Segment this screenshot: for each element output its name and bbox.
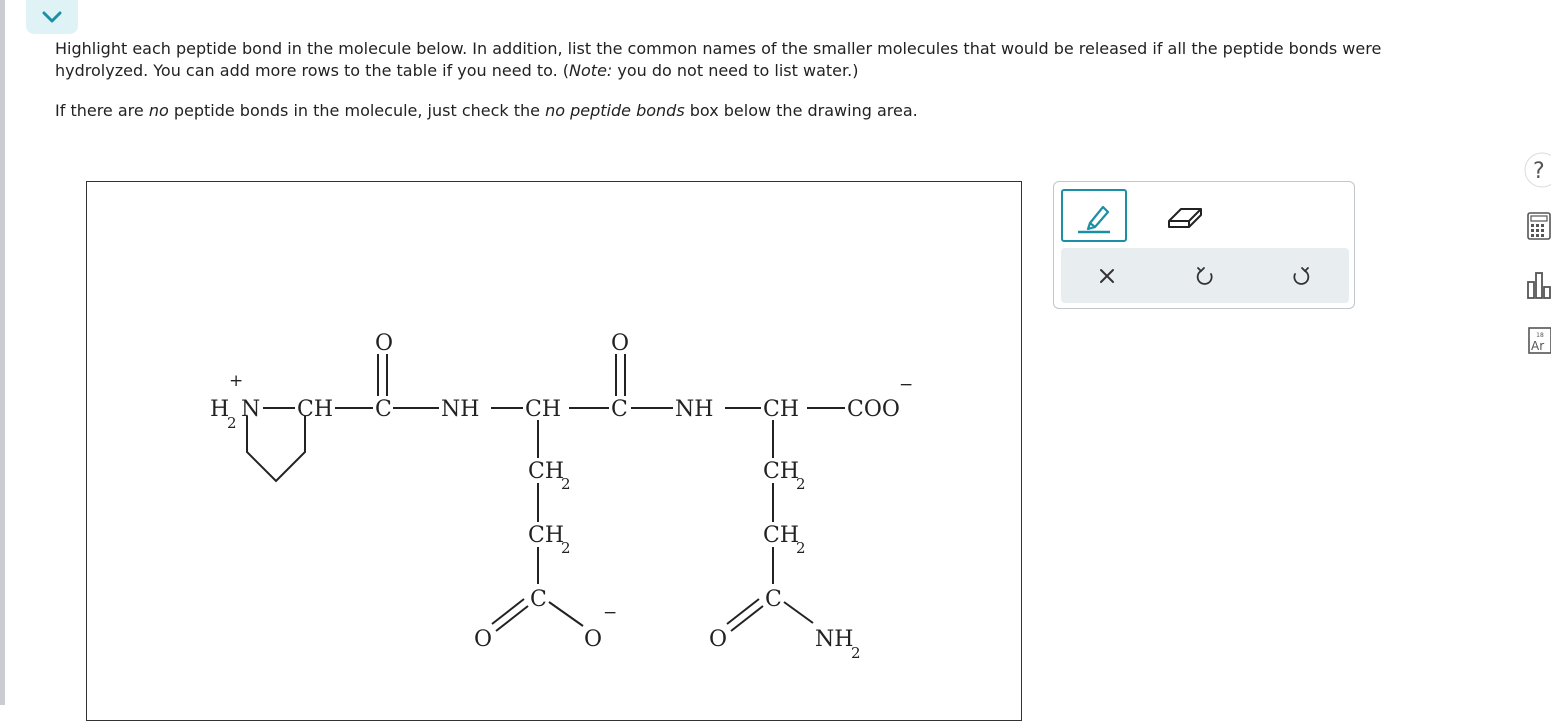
drawing-toolbar (1053, 181, 1355, 309)
clear-button[interactable] (1089, 262, 1125, 290)
methylene-label: CH (763, 459, 800, 484)
side-toolbar (1518, 0, 1551, 400)
oxygen-label: O (709, 627, 728, 652)
atomic-number: 18 (1536, 332, 1544, 339)
chevron-down-icon (42, 11, 62, 23)
subscript-2: 2 (796, 475, 806, 493)
amide-nh-label: NH (441, 397, 480, 422)
help-label: ? (1533, 159, 1545, 184)
question-instructions (55, 38, 1475, 122)
oxygen-label: O (474, 627, 493, 652)
pencil-icon (1072, 196, 1116, 236)
redo-icon (1291, 266, 1311, 286)
calculator-icon (1518, 209, 1551, 241)
atom-label-h: H (210, 397, 230, 422)
carbonyl-carbon-label: C (611, 397, 628, 422)
alpha-carbon-label: CH (763, 397, 800, 422)
molecule-structure (87, 182, 1023, 722)
action-bar (1061, 248, 1349, 303)
methylene-label: CH (528, 523, 565, 548)
collapse-toggle-button[interactable] (26, 0, 78, 34)
alpha-carbon-label: CH (525, 397, 562, 422)
carboxylate-label: COO (847, 397, 900, 422)
negative-charge: − (603, 603, 618, 623)
emphasis-no-peptide-bonds: no peptide bonds (545, 101, 685, 120)
emphasis-no: no (148, 101, 169, 120)
calculator-button[interactable] (1518, 205, 1551, 245)
instruction-paragraph-1 (55, 38, 1475, 82)
instruction-text: Highlight each peptide bond in the molecule below. In addition, list the common names of the smaller molecules that would be released if all the peptide bonds were hydrolyzed. You can add more rows to the table if you need to. ( (55, 39, 1382, 80)
instruction-text: If there are (55, 101, 149, 120)
atom-label-n: N (241, 397, 261, 422)
molecule-drawing-area[interactable] (86, 181, 1022, 721)
instruction-text: you do not need to list water.) (612, 61, 859, 80)
undo-button[interactable] (1187, 262, 1223, 290)
alpha-carbon-label: CH (297, 397, 334, 422)
chart-button[interactable] (1518, 265, 1551, 305)
subscript-2: 2 (796, 539, 806, 557)
close-icon (1098, 267, 1116, 285)
instruction-paragraph-2 (55, 100, 1475, 122)
undo-icon (1195, 266, 1215, 286)
left-divider (0, 0, 5, 705)
oxygen-label: O (584, 627, 603, 652)
help-button[interactable] (1518, 150, 1551, 190)
amide-nh-label: NH (675, 397, 714, 422)
subscript-2: 2 (227, 414, 237, 432)
positive-charge: + (229, 371, 244, 391)
subscript-2: 2 (851, 644, 861, 662)
methylene-label: CH (763, 523, 800, 548)
carbonyl-oxygen-label: O (375, 331, 394, 356)
note-label: Note: (569, 61, 613, 80)
negative-charge: − (899, 375, 914, 395)
eraser-icon (1163, 201, 1207, 231)
amine-nh-label: NH (815, 627, 854, 652)
bar-chart-icon (1518, 268, 1551, 302)
periodic-table-icon (1518, 323, 1551, 357)
methylene-label: CH (528, 459, 565, 484)
instruction-text: box below the drawing area. (684, 101, 918, 120)
help-icon (1518, 152, 1551, 188)
eraser-tool-button[interactable] (1139, 189, 1231, 242)
amide-carbon-label: C (765, 587, 782, 612)
periodic-table-button[interactable] (1518, 320, 1551, 360)
subscript-2: 2 (561, 539, 571, 557)
element-symbol: Ar (1531, 339, 1545, 353)
carboxyl-carbon-label: C (530, 587, 547, 612)
carbonyl-carbon-label: C (375, 397, 392, 422)
subscript-2: 2 (561, 475, 571, 493)
instruction-text: peptide bonds in the molecule, just check the (168, 101, 546, 120)
pencil-tool-button[interactable] (1061, 189, 1127, 242)
carbonyl-oxygen-label: O (611, 331, 630, 356)
redo-button[interactable] (1283, 262, 1319, 290)
